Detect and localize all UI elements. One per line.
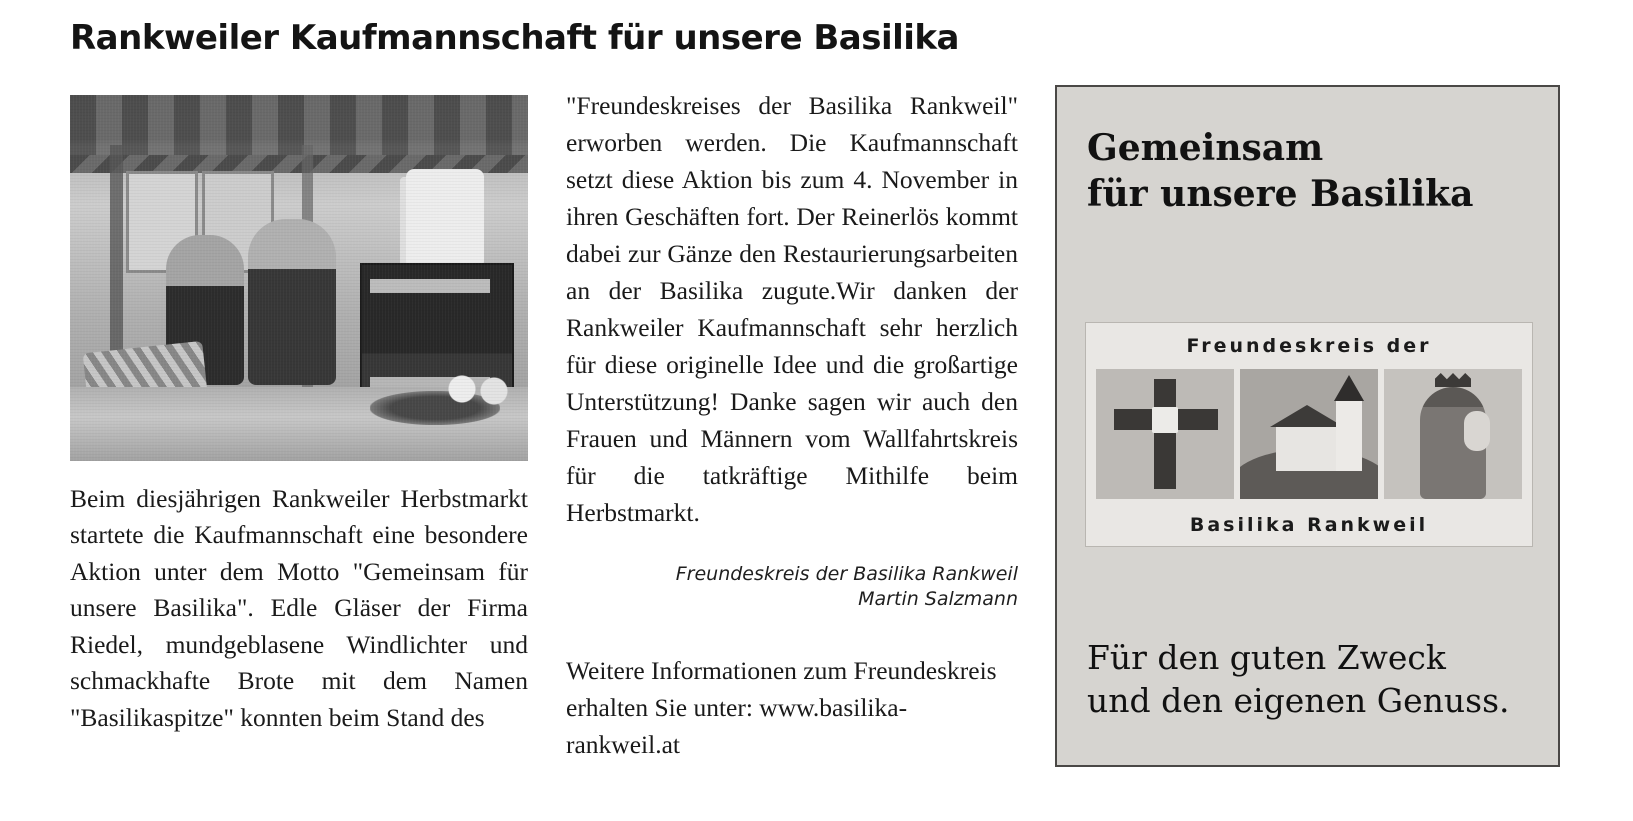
signature-author: Martin Salzmann (858, 588, 1018, 611)
church-spire-shape (1334, 375, 1364, 401)
madonna-crown-shape (1435, 373, 1471, 387)
cross-vertical-bar (1154, 379, 1176, 489)
advert-title-line-1: Gemeinsam (1087, 127, 1324, 169)
madonna-icon (1384, 369, 1522, 499)
cross-center-boss (1152, 407, 1178, 433)
article-column-1 (70, 95, 528, 736)
article-more-info: Weitere Informationen zum Freundeskreis erhalten Sie unter: www.basilika-rankweil.at (566, 655, 997, 759)
article-column-2 (566, 88, 1018, 764)
church-tower-shape (1336, 399, 1362, 471)
advertisement-box (1055, 85, 1560, 767)
advert-footer-line-1: Für den guten Zweck (1087, 638, 1446, 678)
page-title: Rankweiler Kaufmannschaft für unsere Basilika (70, 18, 959, 58)
glasses-shape (446, 369, 512, 411)
advert-title-line-2: für unsere Basilika (1087, 173, 1474, 216)
market-stall-photo (70, 95, 528, 461)
cross-icon (1096, 369, 1234, 499)
logo-top-text: Freundeskreis der (1186, 335, 1432, 357)
church-icon (1240, 369, 1378, 499)
person-right-shape (248, 219, 336, 385)
signature-organisation: Freundeskreis der Basilika Rankweil (675, 562, 1018, 585)
logo-bottom-text: Basilika Rankweil (1189, 514, 1429, 536)
article-signature (566, 562, 1018, 613)
awning-shape (70, 95, 528, 157)
freundeskreis-logo (1085, 322, 1533, 547)
advert-footer (1087, 637, 1538, 723)
article-body-column-1: Beim diesjährigen Rankweiler Herbstmarkt startete die Kaufmannschaft eine besondere Aktion unter dem Motto "Gemeinsam für unsere Basilika". Edle Gläser der Firma Riedel, mundgeblasene Windlichter und schmackhafte Brote mit dem Namen "Basilikaspitze" konnten beim Stand des (70, 484, 528, 732)
church-nave-shape (1276, 425, 1338, 471)
advert-title (1087, 125, 1473, 217)
advert-footer-line-2: und den eigenen Genuss. (1087, 681, 1510, 721)
madonna-child-shape (1464, 411, 1490, 451)
church-roof-shape (1270, 405, 1344, 427)
article-body-column-2: "Freundeskreises der Basilika Rankweil" erworben werden. Die Kaufmannschaft setzt diese Aktion bis zum 4. November in ihren Geschäften fort. Der Reinerlös kommt dabei zur Gänze den Restaurierungsarbeiten an der Basilika zugute.Wir danken der Rankweiler Kaufmannschaft sehr herzlich für diese originelle Idee und die großartige Unterstützung! Danke sagen wir auch den Frauen und Männern vom Wallfahrtskreis für die tatkräftige Mithilfe beim Herbstmarkt. (566, 91, 1018, 527)
logo-panels (1096, 369, 1522, 499)
